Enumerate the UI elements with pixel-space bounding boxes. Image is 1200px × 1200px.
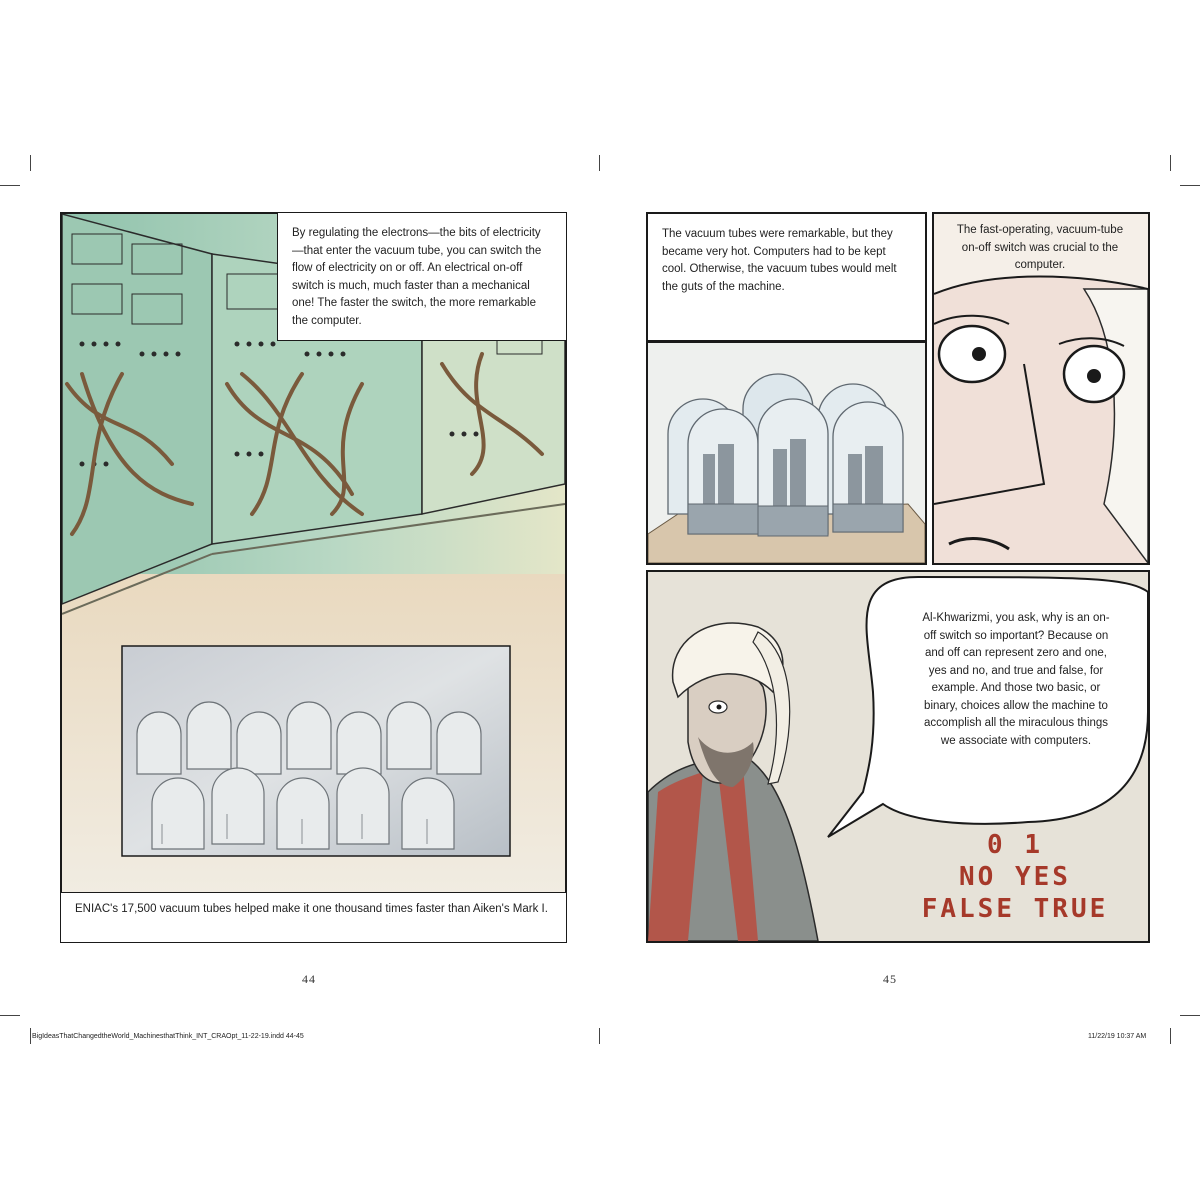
crop-mark [0,1015,20,1016]
caption-bottom-left: ENIAC's 17,500 vacuum tubes helped make it one thousand times faster than Aiken's Mark I. [60,892,567,943]
caption-panel2-right: The fast-operating, vacuum-tube on-off switch was crucial to the computer. [956,224,1124,271]
crop-mark [1170,1028,1171,1044]
binary-no-yes: NO YES [959,862,1071,892]
speech-balloon-text: Al-Khwarizmi, you ask, why is an on-off switch so important? Because on and off can represent zero and one, yes and no, and true and false, for example. And those two basic, or binary, choices allow the machine to accomplish all the miraculous things we associate with computers. [922,612,1110,747]
slug-left: BigIdeasThatChangedtheWorld_MachinesthatThink_INT_CRAOpt_11-22-19.indd 44-45 [32,1033,304,1040]
crop-mark [30,1028,31,1044]
crop-mark [1180,1015,1200,1016]
page-number-left: 44 [302,972,316,986]
caption-top-left: By regulating the electrons—the bits of electricity—that enter the vacuum tube, you can switch the flow of electricity on or off. An electrical on-off switch is much, much faster than a mechanical one! The faster the switch, the more remarkable the computer. [277,212,567,341]
crop-mark [1180,185,1200,186]
caption-panel1-right: The vacuum tubes were remarkable, but they became very hot. Computers had to be kept cool. Otherwise, the vacuum tubes would melt the guts of the machine. [646,212,927,342]
crop-mark [1170,155,1171,171]
page-number-right: 45 [883,972,897,986]
slug-right: 11/22/19 10:37 AM [1088,1033,1147,1040]
crop-mark [599,1028,600,1044]
crop-mark [30,155,31,171]
binary-false-true: FALSE TRUE [921,894,1109,924]
crop-mark [599,155,600,171]
crop-mark [0,185,20,186]
binary-zero-one: 0 1 [987,830,1043,860]
